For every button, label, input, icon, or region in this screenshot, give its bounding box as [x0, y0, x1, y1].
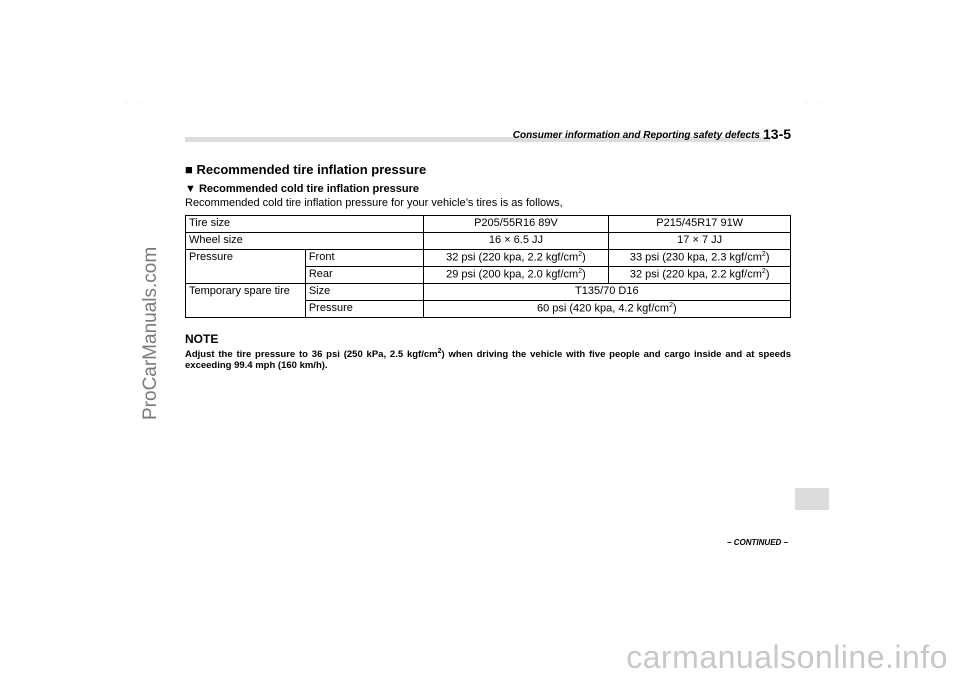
front-label: Front [305, 250, 423, 267]
front-pressure-a: 32 psi (220 kpa, 2.2 kgf/$cm^2$) [423, 250, 609, 267]
spare-pressure-value: 60 psi (420 kpa, 4.2 kgf/$cm^2$) [423, 301, 790, 318]
rear-pressure-b: 32 psi (220 kpa, 2.2 kgf/$cm^2$) [609, 267, 791, 284]
pressure-label: Pressure [186, 250, 306, 284]
tire-size-label: Tire size [186, 216, 424, 233]
tire-size-b: P215/45R17 91W [609, 216, 791, 233]
wheel-size-a: 16 × 6.5 JJ [423, 233, 609, 250]
page-number: 13-5 [763, 126, 792, 142]
chapter-tab [795, 488, 829, 510]
note-text: Adjust the tire pressure to 36 psi (250 kPa, 2.5 kgf/$cm^2$) when driving the vehicle with five people and cargo inside and at speeds exceeding 99.4 mph (160 km/h). [185, 348, 791, 372]
tire-pressure-table [185, 215, 791, 318]
triangle-bullet-icon: ▼ [185, 183, 196, 195]
side-watermark: ProCarManuals.com [140, 246, 161, 420]
header-title: Consumer information and Reporting safety defects [512, 130, 760, 141]
front-pressure-b: 33 psi (230 kpa, 2.3 kgf/$cm^2$) [609, 250, 791, 267]
section-heading [185, 162, 791, 177]
section-title: Recommended tire inflation pressure [196, 162, 427, 177]
spare-size-label: Size [305, 284, 423, 301]
spare-tire-label: Temporary spare tire [186, 284, 306, 318]
tire-size-a: P205/55R16 89V [423, 216, 609, 233]
table-row [186, 284, 791, 301]
bottom-watermark: carmanualsonline.info [626, 639, 948, 675]
page-content [185, 158, 791, 371]
table-row [186, 250, 791, 267]
crop-mark-top-right: · · [805, 98, 828, 107]
wheel-size-b: 17 × 7 JJ [609, 233, 791, 250]
wheel-size-label: Wheel size [186, 233, 424, 250]
continued-label: – CONTINUED – [727, 538, 788, 547]
rear-label: Rear [305, 267, 423, 284]
subsection-heading [185, 183, 791, 195]
note-heading: NOTE [185, 332, 219, 346]
table-row [186, 233, 791, 250]
crop-mark-top-left: · · [125, 98, 148, 107]
subsection-title: Recommended cold tire inflation pressure [198, 183, 420, 195]
spare-size-value: T135/70 D16 [423, 284, 790, 301]
square-bullet-icon: ■ [185, 162, 193, 177]
rear-pressure-a: 29 psi (200 kpa, 2.0 kgf/$cm^2$) [423, 267, 609, 284]
intro-text: Recommended cold tire inflation pressure for your vehicle’s tires is as follows, [185, 197, 563, 209]
spare-pressure-label: Pressure [305, 301, 423, 318]
table-row [186, 216, 791, 233]
